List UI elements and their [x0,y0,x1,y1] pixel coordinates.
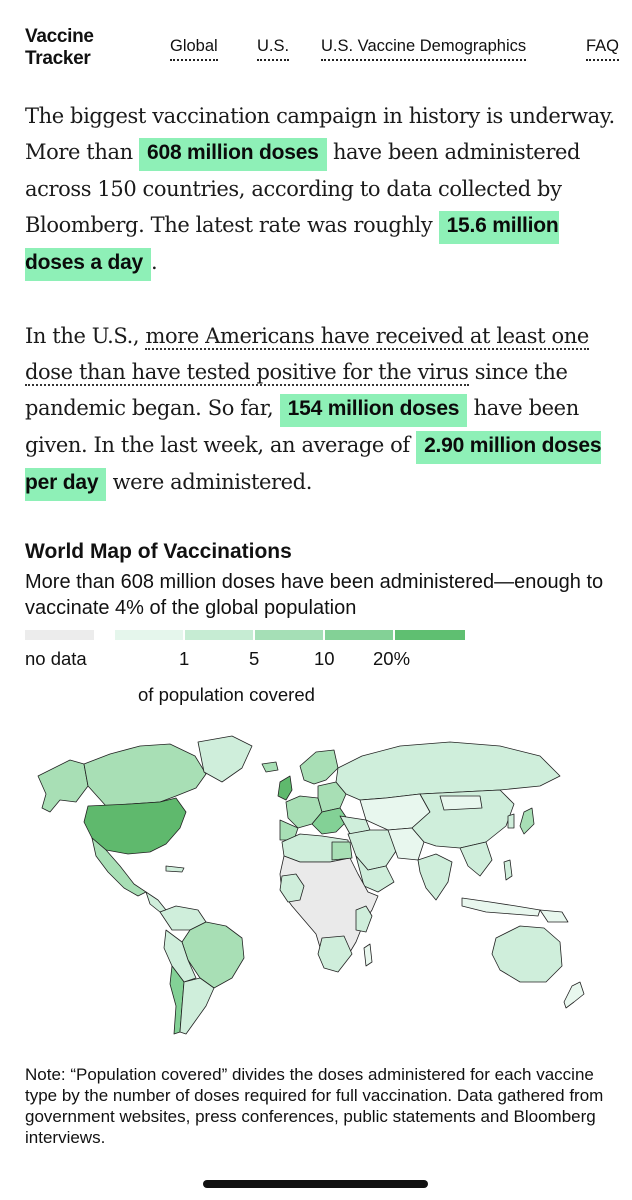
highlight-us-doses: 154 million doses [280,394,468,427]
nav-global[interactable]: Global [170,36,218,61]
legend-swatch-bin-3 [255,630,323,640]
map-subtitle: More than 608 million doses have been administered—enough to vaccinate 4% of the global population [25,571,604,619]
us-text-2: since the pandemic began. So far, [25,360,568,420]
map-russia [336,742,560,800]
us-positive-tests-link[interactable]: more Americans have received at least one dose than have tested positive for the virus [25,324,589,384]
legend-swatch-bin-5 [395,630,465,640]
us-text-4: were administered. [112,470,312,494]
brand-title[interactable] [25,26,125,70]
nav-us[interactable]: U.S. [257,36,289,61]
map-new-guinea [540,910,568,922]
legend-no-data-label: no data [25,648,87,669]
legend-tick-5: 5 [249,648,260,669]
map-iceland [262,762,278,772]
map-mongolia [440,796,482,810]
site-header [25,26,625,76]
highlight-total-doses: 608 million doses [139,138,327,171]
map-madagascar [364,944,372,966]
map-central-america [146,892,166,912]
highlight-daily-rate: 15.6 million doses a day [25,211,559,281]
map-canada [84,744,206,806]
map-caribbean [166,866,184,872]
map-egypt [332,842,352,860]
map-greenland [198,736,252,782]
intro-text-1: The biggest vaccination campaign in history is underway. More than [25,104,615,164]
map-argentina [180,978,214,1034]
brand-line-1: Vaccine [25,26,94,47]
map-legend [25,630,485,710]
legend-tick-10: 10 [314,648,335,669]
map-scandinavia [300,750,338,784]
us-paragraph [25,318,615,501]
home-indicator[interactable] [203,1180,428,1188]
map-indonesia [462,898,540,916]
legend-swatch-bin-1 [115,630,183,640]
us-text-3: have been given. In the last week, an average of [25,396,579,457]
map-title: World Map of Vaccinations [25,540,292,563]
map-australia [492,926,562,982]
legend-tick-20: 20% [373,648,411,669]
world-vaccination-map[interactable] [0,716,632,1040]
map-uk [278,776,292,800]
map-india [418,854,452,900]
legend-swatch-no-data [25,630,94,640]
intro-paragraph [25,98,615,281]
map-footnote: Note: “Population covered” divides the doses administered for each vaccine type by the number of doses required for full vaccination. Data gathered from government websites, press conferences, public statements and Bloomberg interviews. [25,1065,604,1147]
us-text-1: In the U.S., [25,324,140,348]
legend-tick-1: 1 [179,648,190,669]
map-alaska [38,760,88,812]
legend-swatch-bin-4 [325,630,393,640]
brand-line-2: Tracker [25,48,91,69]
nav-faq[interactable]: FAQ [586,36,619,61]
map-southeast-asia [460,842,492,876]
map-new-zealand [564,982,584,1008]
intro-text-3: . [151,250,158,274]
map-korea [508,814,514,828]
nav-us-vaccine-demographics[interactable]: U.S. Vaccine Demographics [321,36,526,61]
highlight-us-daily: 2.90 million doses per day [25,431,601,501]
map-philippines [504,860,512,880]
legend-swatch-bin-2 [185,630,253,640]
intro-text-2: have been administered across 150 countries, according to data collected by Bloomberg. The latest rate was roughly [25,140,581,237]
map-japan [520,808,534,834]
legend-caption: of population covered [138,684,315,705]
